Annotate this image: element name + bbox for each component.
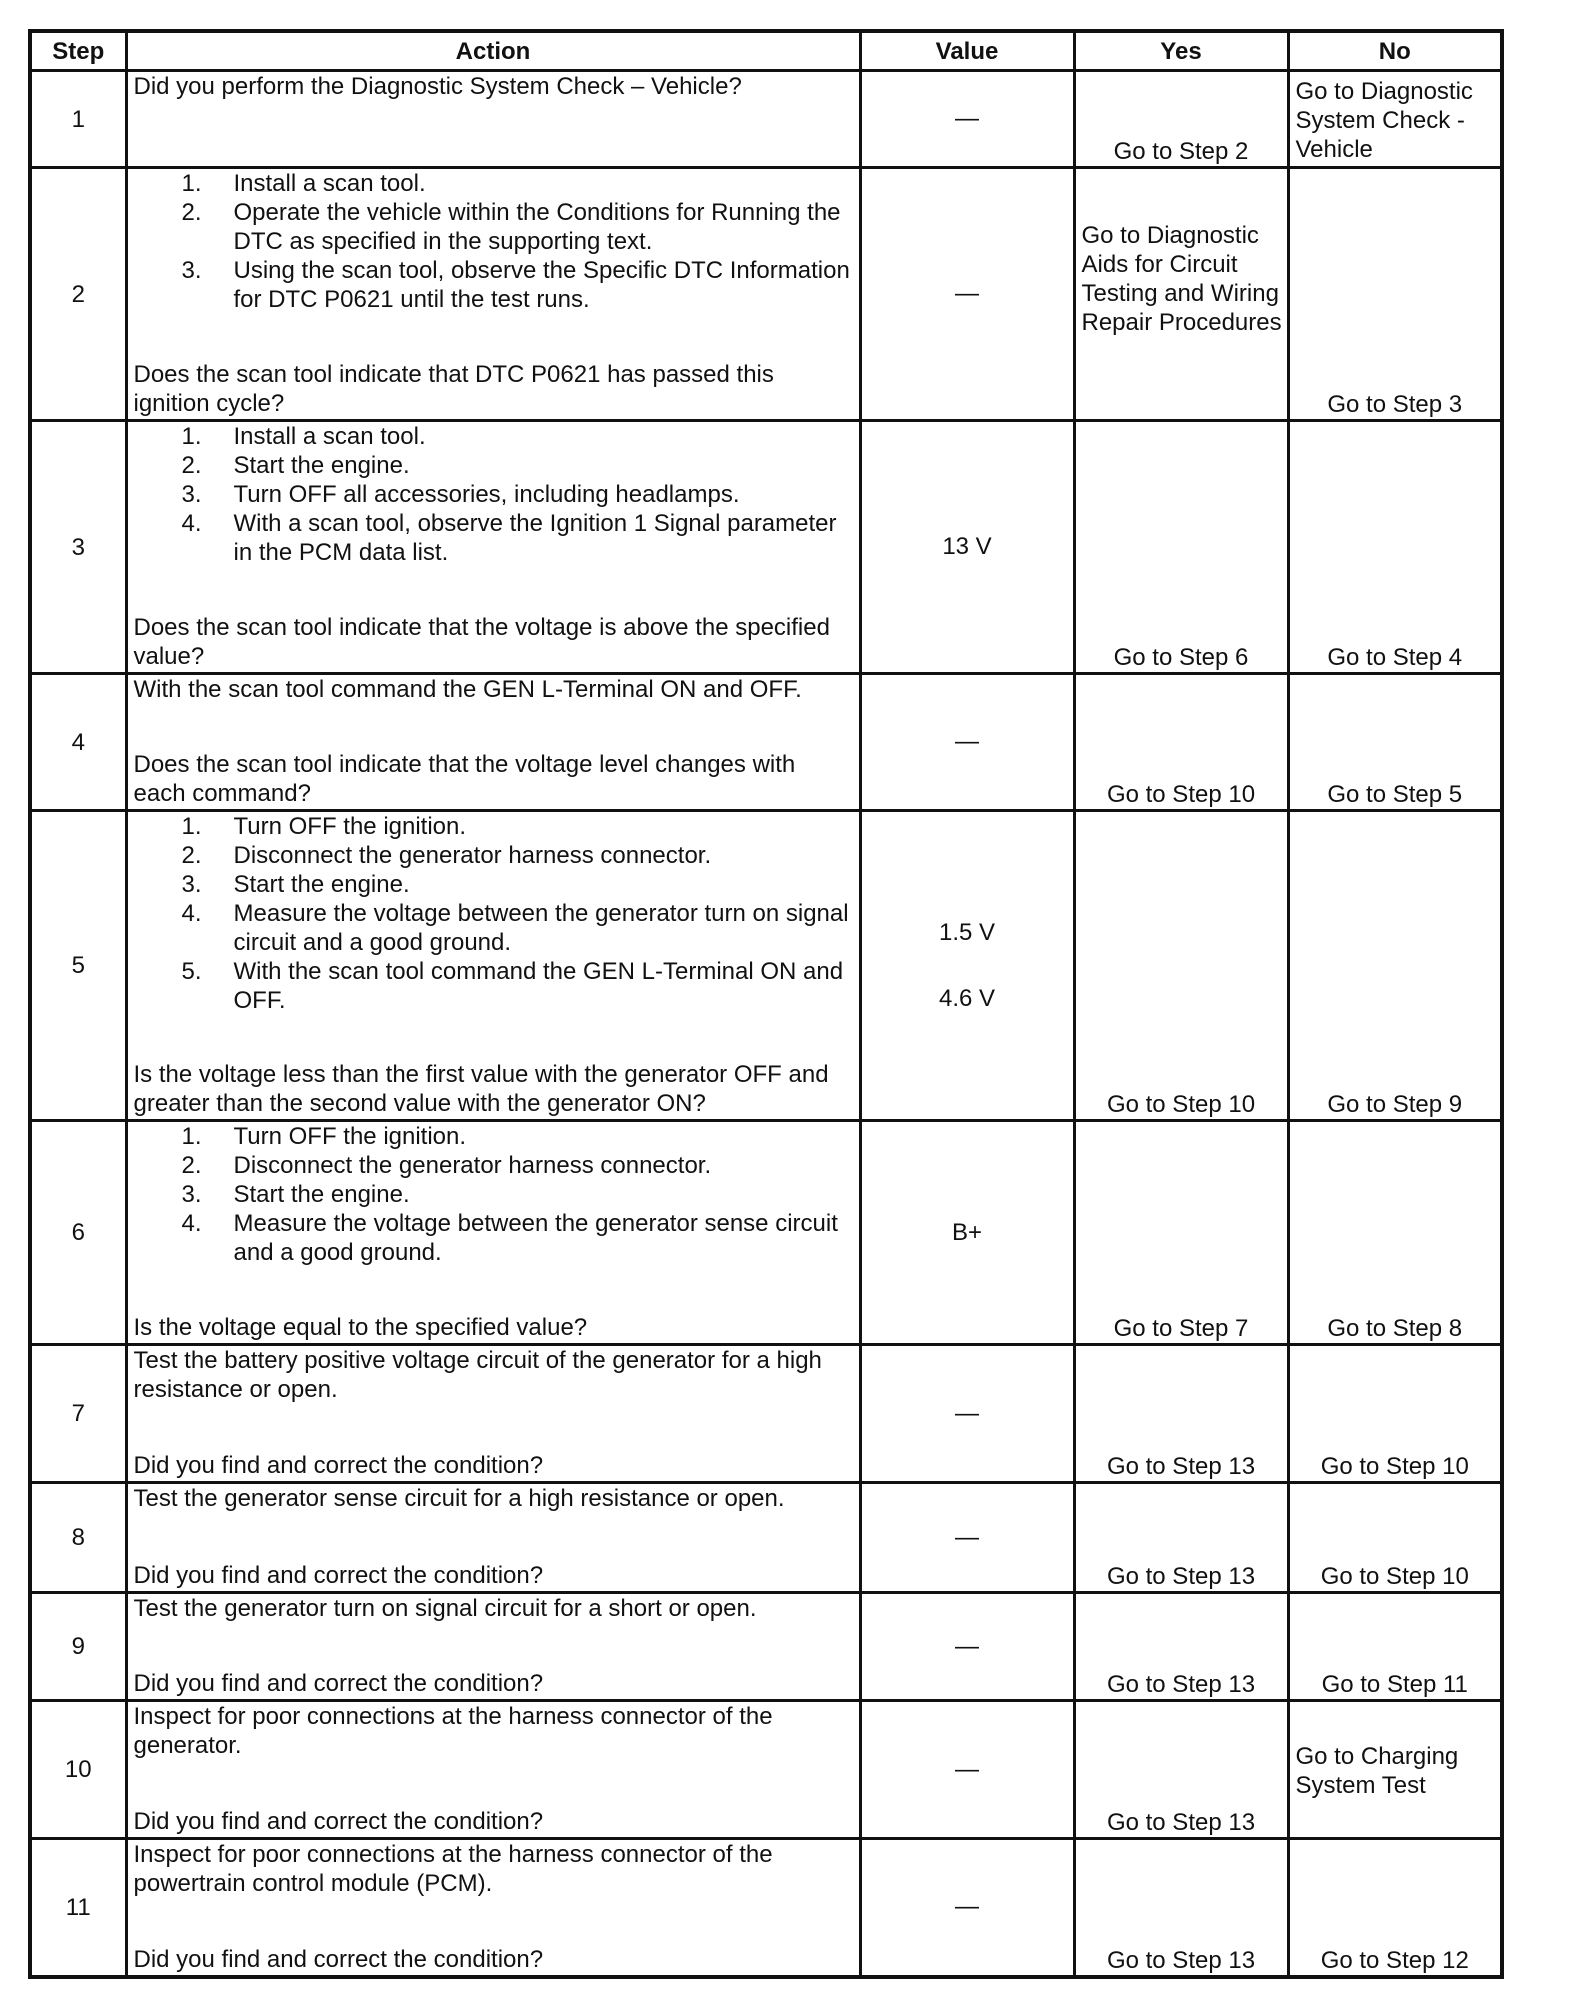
list-item-number: 3. [181,481,202,508]
no-target-link[interactable]: Go to Diagnostic System Check - Vehicle [1295,78,1473,163]
yes-cell [1074,168,1288,421]
table-row [30,421,1502,674]
list-item [134,812,853,841]
action-text: Inspect for poor connections at the harness connector of the powertrain control module (PCM). [133,1841,773,1897]
step-number: 6 [30,1121,126,1345]
action-cell [126,811,860,1121]
step-number: 1 [30,71,126,168]
list-item [134,1151,853,1180]
list-item-text: With the scan tool command the GEN L-Terminal ON and OFF. [233,958,844,1014]
list-item-number: 5. [181,958,202,985]
list-item [134,451,853,480]
action-question: Did you find and correct the condition? [133,1452,544,1479]
header-yes: Yes [1074,31,1288,71]
value-text: 13 V [942,533,992,560]
list-item-number: 1. [181,1123,202,1150]
value-text: — [955,1399,979,1427]
yes-target-link[interactable]: Go to Step 13 [1106,1809,1256,1836]
no-cell [1288,1839,1502,1977]
list-item-number: 4. [181,1210,202,1237]
action-cell [126,1121,860,1345]
step-number: 7 [30,1345,126,1483]
list-item-text: Disconnect the generator harness connector. [233,842,712,869]
list-item [134,1209,853,1267]
no-target-link[interactable]: Go to Charging System Test [1295,1743,1459,1799]
list-item-text: Start the engine. [233,871,410,898]
step-number: 9 [30,1593,126,1701]
header-action: Action [126,31,860,71]
list-item-number: 1. [181,170,202,197]
action-question: Did you find and correct the condition? [133,1808,544,1835]
yes-cell [1074,1483,1288,1593]
table-row [30,168,1502,421]
list-item-number: 3. [181,257,202,284]
no-cell [1288,674,1502,811]
value-cell [860,1839,1074,1977]
header-row [30,31,1502,71]
list-item-text: Operate the vehicle within the Conditions for Running the DTC as specified in the supporting text. [233,199,841,255]
list-item-number: 2. [181,1152,202,1179]
table-row [30,71,1502,168]
no-target-link[interactable]: Go to Step 3 [1327,391,1463,418]
action-cell [126,168,860,421]
no-cell [1288,168,1502,421]
value-text: — [955,1893,979,1921]
value-cell [860,1345,1074,1483]
list-item [134,509,853,567]
no-target-link[interactable]: Go to Step 10 [1320,1453,1469,1480]
yes-cell [1074,71,1288,168]
action-question: Did you find and correct the condition? [133,1562,544,1589]
no-cell [1288,1121,1502,1345]
yes-target-link[interactable]: Go to Step 13 [1106,1671,1256,1698]
action-question: Is the voltage less than the first value with the generator OFF and greater than the second value with the generator ON? [133,1061,829,1117]
list-item [134,1180,853,1209]
no-target-link[interactable]: Go to Step 4 [1327,644,1463,671]
header-no: No [1288,31,1502,71]
step-number: 11 [30,1839,126,1977]
value-text: — [955,1755,979,1783]
action-cell [126,71,860,168]
value-cell [860,1483,1074,1593]
step-number: 3 [30,421,126,674]
no-target-link[interactable]: Go to Step 12 [1320,1946,1469,1974]
value-text: — [955,1523,979,1551]
action-question: Did you find and correct the condition? [133,1946,544,1973]
action-steps-list [134,812,853,1015]
value-cell [860,71,1074,168]
yes-target-link[interactable]: Go to Step 13 [1106,1946,1256,1974]
value-cell [860,1593,1074,1701]
header-step: Step [30,31,126,71]
header-value: Value [860,31,1074,71]
no-cell [1288,1701,1502,1839]
step-number: 10 [30,1701,126,1839]
value-text: — [955,280,979,307]
list-item-text: Turn OFF the ignition. [233,1123,467,1150]
value-cell [860,674,1074,811]
yes-target-link[interactable]: Go to Step 2 [1113,138,1249,165]
action-question: Does the scan tool indicate that the voltage is above the specified value? [133,614,830,670]
list-item-text: Start the engine. [233,452,410,479]
list-item [134,1122,853,1151]
list-item [134,899,853,957]
list-item [134,169,853,198]
value-text: — [955,1632,979,1660]
action-cell [126,1593,860,1701]
value-text: B+ [951,1218,983,1246]
list-item-text: Install a scan tool. [233,423,426,450]
no-target-link[interactable]: Go to Step 10 [1320,1563,1469,1590]
action-question: Does the scan tool indicate that the voltage level changes with each command? [133,751,796,807]
list-item [134,256,853,314]
yes-target-link[interactable]: Go to Step 7 [1113,1315,1249,1342]
yes-target-link[interactable]: Go to Step 10 [1106,781,1256,808]
step-number: 2 [30,168,126,421]
step-number: 5 [30,811,126,1121]
action-question: Is the voltage equal to the specified value? [133,1314,588,1341]
no-target-link[interactable]: Go to Step 8 [1327,1315,1463,1342]
no-cell [1288,71,1502,168]
action-text: Did you perform the Diagnostic System Check – Vehicle? [133,73,742,100]
action-text: Test the generator turn on signal circuit for a short or open. [133,1595,757,1622]
value-text: — [955,105,979,132]
list-item-text: Measure the voltage between the generator sense circuit and a good ground. [233,1210,838,1266]
list-item-number: 1. [181,423,202,450]
table-row [30,1345,1502,1483]
no-cell [1288,1345,1502,1483]
no-cell [1288,1593,1502,1701]
action-cell [126,1483,860,1593]
list-item-text: Turn OFF all accessories, including headlamps. [233,481,740,508]
table-row [30,1593,1502,1701]
value-text: — [955,728,979,755]
table-row [30,811,1502,1121]
action-question: Did you find and correct the condition? [133,1670,544,1697]
yes-target-link[interactable]: Go to Diagnostic Aids for Circuit Testing and Wiring Repair Procedures [1081,222,1282,336]
no-target-link[interactable]: Go to Step 11 [1321,1671,1468,1698]
action-cell [126,421,860,674]
list-item-number: 2. [181,452,202,479]
step-number: 4 [30,674,126,811]
list-item [134,841,853,870]
value-cell [860,811,1074,1121]
list-item-number: 3. [181,1181,202,1208]
list-item [134,198,853,256]
list-item-number: 4. [181,900,202,927]
no-cell [1288,1483,1502,1593]
value-cell [860,421,1074,674]
list-item-text: With a scan tool, observe the Ignition 1 Signal parameter in the PCM data list. [233,510,837,566]
step-number: 8 [30,1483,126,1593]
yes-target-link[interactable]: Go to Step 13 [1106,1563,1256,1590]
list-item-text: Using the scan tool, observe the Specific DTC Information for DTC P0621 until the test runs. [233,257,850,313]
list-item-text: Start the engine. [233,1181,410,1208]
action-text: Test the generator sense circuit for a high resistance or open. [133,1485,785,1512]
list-item [134,957,853,1015]
action-cell [126,1839,860,1977]
table-row [30,1701,1502,1839]
list-item-number: 4. [181,510,202,537]
list-item-number: 2. [181,199,202,226]
action-cell [126,1701,860,1839]
value-cell [860,168,1074,421]
table-row [30,1839,1502,1977]
yes-cell [1074,1701,1288,1839]
list-item [134,870,853,899]
list-item [134,480,853,509]
yes-cell [1074,1121,1288,1345]
action-text: Inspect for poor connections at the harness connector of the generator. [133,1703,773,1759]
list-item-number: 3. [181,871,202,898]
action-text: With the scan tool command the GEN L-Terminal ON and OFF. [133,676,802,703]
value-text: 1.5 V [938,918,996,946]
table-row [30,1121,1502,1345]
value-text: 4.6 V [938,984,996,1012]
yes-cell [1074,674,1288,811]
list-item-text: Turn OFF the ignition. [233,813,467,840]
list-item-number: 1. [181,813,202,840]
yes-cell [1074,1593,1288,1701]
list-item-text: Disconnect the generator harness connector. [233,1152,712,1179]
no-cell [1288,811,1502,1121]
yes-cell [1074,421,1288,674]
action-steps-list [134,422,853,567]
action-cell [126,1345,860,1483]
value-cell [860,1701,1074,1839]
yes-target-link[interactable]: Go to Step 13 [1106,1453,1256,1480]
list-item [134,422,853,451]
yes-cell [1074,1345,1288,1483]
action-question: Does the scan tool indicate that DTC P0621 has passed this ignition cycle? [133,361,774,417]
list-item-text: Measure the voltage between the generator turn on signal circuit and a good ground. [233,900,849,956]
action-cell [126,674,860,811]
no-cell [1288,421,1502,674]
list-item-text: Install a scan tool. [233,170,426,197]
value-cell [860,1121,1074,1345]
table-row [30,674,1502,811]
no-target-link[interactable]: Go to Step 5 [1327,781,1463,808]
yes-target-link[interactable]: Go to Step 10 [1106,1091,1256,1118]
no-target-link[interactable]: Go to Step 9 [1327,1091,1463,1118]
action-steps-list [134,169,853,314]
table-row [30,1483,1502,1593]
action-text: Test the battery positive voltage circuit of the generator for a high resistance or open. [133,1347,822,1403]
yes-target-link[interactable]: Go to Step 6 [1113,644,1249,671]
yes-cell [1074,1839,1288,1977]
action-steps-list [134,1122,853,1267]
list-item-number: 2. [181,842,202,869]
yes-cell [1074,811,1288,1121]
diagnostic-table [28,29,1504,1979]
